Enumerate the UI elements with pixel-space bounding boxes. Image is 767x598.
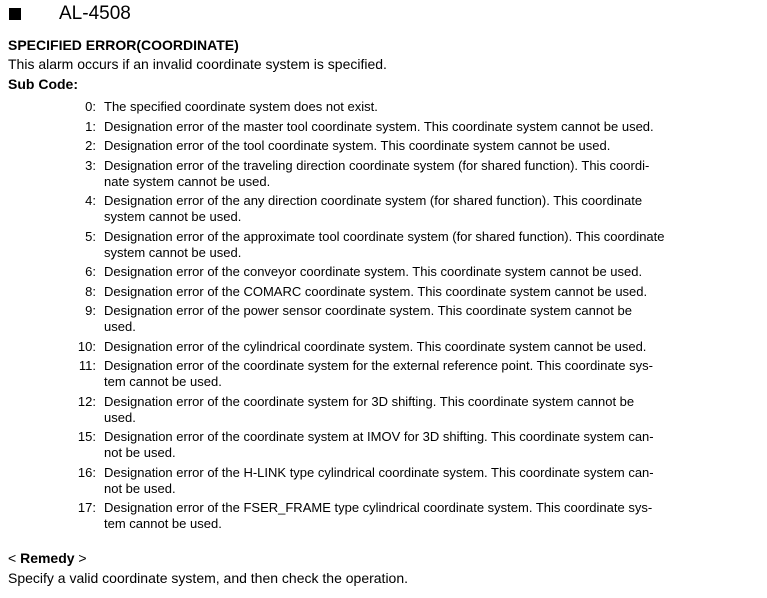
sub-code-item bbox=[60, 138, 700, 154]
sub-code-number: 1: bbox=[85, 118, 96, 134]
sub-code-number: 10: bbox=[77, 338, 96, 354]
remedy-close-bracket: > bbox=[74, 550, 87, 566]
sub-code-number: 11: bbox=[78, 358, 96, 373]
sub-code-label: Sub Code: bbox=[8, 76, 78, 92]
sub-code-text bbox=[104, 138, 694, 154]
sub-code-item bbox=[60, 429, 700, 461]
sub-code-item bbox=[60, 358, 700, 390]
alarm-header bbox=[9, 3, 131, 25]
sub-code-text bbox=[104, 284, 694, 300]
sub-code-text-line: used. bbox=[104, 319, 136, 334]
sub-code-item bbox=[60, 158, 700, 190]
sub-code-text-line: tem cannot be used. bbox=[104, 374, 222, 389]
sub-code-item bbox=[60, 284, 700, 300]
square-bullet-icon bbox=[9, 8, 21, 20]
sub-code-text-line: Designation error of the FSER_FRAME type cylindrical coordinate system. This coordinate sys- bbox=[104, 500, 653, 515]
alarm-description: This alarm occurs if an invalid coordinate system is specified. bbox=[8, 56, 387, 72]
sub-code-text-line: system cannot be used. bbox=[104, 209, 242, 224]
sub-code-number: 3: bbox=[85, 157, 96, 173]
sub-code-text-line: system cannot be used. bbox=[104, 244, 242, 260]
sub-code-text-line: not be used. bbox=[104, 480, 176, 496]
sub-code-text-line: Designation error of the traveling direction coordinate system (for shared function). This coordi- bbox=[104, 157, 650, 173]
sub-code-text-line: Designation error of the power sensor coordinate system. This coordinate system cannot be bbox=[104, 303, 632, 318]
remedy-text: Specify a valid coordinate system, and then check the operation. bbox=[8, 570, 409, 586]
sub-code-number: 4: bbox=[85, 193, 96, 208]
sub-code-text-line: Designation error of the conveyor coordinate system. This coordinate system cannot be used. bbox=[104, 264, 643, 279]
sub-code-number: 16: bbox=[77, 464, 96, 480]
sub-code-number: 12: bbox=[77, 393, 96, 409]
remedy-heading bbox=[8, 550, 87, 567]
sub-code-text-line: not be used. bbox=[104, 445, 176, 460]
sub-code-text bbox=[104, 500, 694, 532]
sub-code-item bbox=[60, 303, 700, 335]
sub-code-text bbox=[104, 358, 694, 390]
sub-code-number: 15: bbox=[77, 429, 96, 444]
sub-code-text bbox=[104, 229, 694, 261]
alarm-title: SPECIFIED ERROR(COORDINATE) bbox=[8, 37, 239, 53]
sub-code-text-line: Designation error of the H-LINK type cylindrical coordinate system. This coordinate system can- bbox=[104, 464, 654, 480]
sub-code-item bbox=[60, 119, 700, 135]
sub-code-number: 0: bbox=[85, 99, 96, 114]
sub-code-item bbox=[60, 394, 700, 426]
sub-code-number: 5: bbox=[85, 228, 96, 244]
sub-code-text bbox=[104, 119, 694, 135]
sub-code-number: 2: bbox=[85, 138, 96, 153]
sub-code-text bbox=[104, 158, 694, 190]
sub-code-list bbox=[60, 99, 700, 536]
sub-code-item bbox=[60, 229, 700, 261]
sub-code-text-line: Designation error of the master tool coordinate system. This coordinate system cannot be used. bbox=[104, 118, 654, 134]
remedy-label: Remedy bbox=[20, 550, 75, 566]
remedy-open-bracket: < bbox=[8, 550, 21, 566]
sub-code-text bbox=[104, 339, 694, 355]
sub-code-text bbox=[104, 429, 694, 461]
sub-code-number: 17: bbox=[77, 500, 96, 515]
sub-code-text bbox=[104, 193, 694, 225]
sub-code-number: 6: bbox=[85, 264, 96, 279]
sub-code-text-line: Designation error of the coordinate system at IMOV for 3D shifting. This coordinate system can- bbox=[104, 429, 654, 444]
sub-code-number: 9: bbox=[85, 303, 96, 318]
sub-code-text-line: Designation error of the coordinate system for 3D shifting. This coordinate system cannot be bbox=[104, 393, 635, 409]
sub-code-text-line: Designation error of the tool coordinate system. This coordinate system cannot be used. bbox=[104, 138, 611, 153]
sub-code-text bbox=[104, 303, 694, 335]
sub-code-text-line: The specified coordinate system does not exist. bbox=[104, 99, 378, 114]
sub-code-item bbox=[60, 264, 700, 280]
sub-code-text-line: tem cannot be used. bbox=[104, 516, 222, 531]
sub-code-item bbox=[60, 339, 700, 355]
sub-code-text-line: nate system cannot be used. bbox=[104, 173, 271, 189]
sub-code-text-line: Designation error of the any direction coordinate system (for shared function). This coordinate bbox=[104, 193, 643, 208]
sub-code-text-line: Designation error of the approximate tool coordinate system (for shared function). This coordinate bbox=[104, 228, 665, 244]
sub-code-item bbox=[60, 99, 700, 115]
sub-code-text bbox=[104, 264, 694, 280]
sub-code-text-line: Designation error of the cylindrical coordinate system. This coordinate system cannot be used. bbox=[104, 338, 647, 354]
sub-code-item bbox=[60, 465, 700, 497]
sub-code-text bbox=[104, 465, 694, 497]
sub-code-text bbox=[104, 394, 694, 426]
alarm-code: AL-4508 bbox=[59, 3, 131, 24]
sub-code-text-line: Designation error of the coordinate system for the external reference point. This coordinate sys- bbox=[104, 358, 653, 373]
sub-code-item bbox=[60, 193, 700, 225]
sub-code-text bbox=[104, 99, 694, 115]
sub-code-text-line: used. bbox=[104, 409, 136, 425]
sub-code-number: 8: bbox=[85, 283, 96, 299]
sub-code-item bbox=[60, 500, 700, 532]
sub-code-text-line: Designation error of the COMARC coordinate system. This coordinate system cannot be used. bbox=[104, 283, 648, 299]
